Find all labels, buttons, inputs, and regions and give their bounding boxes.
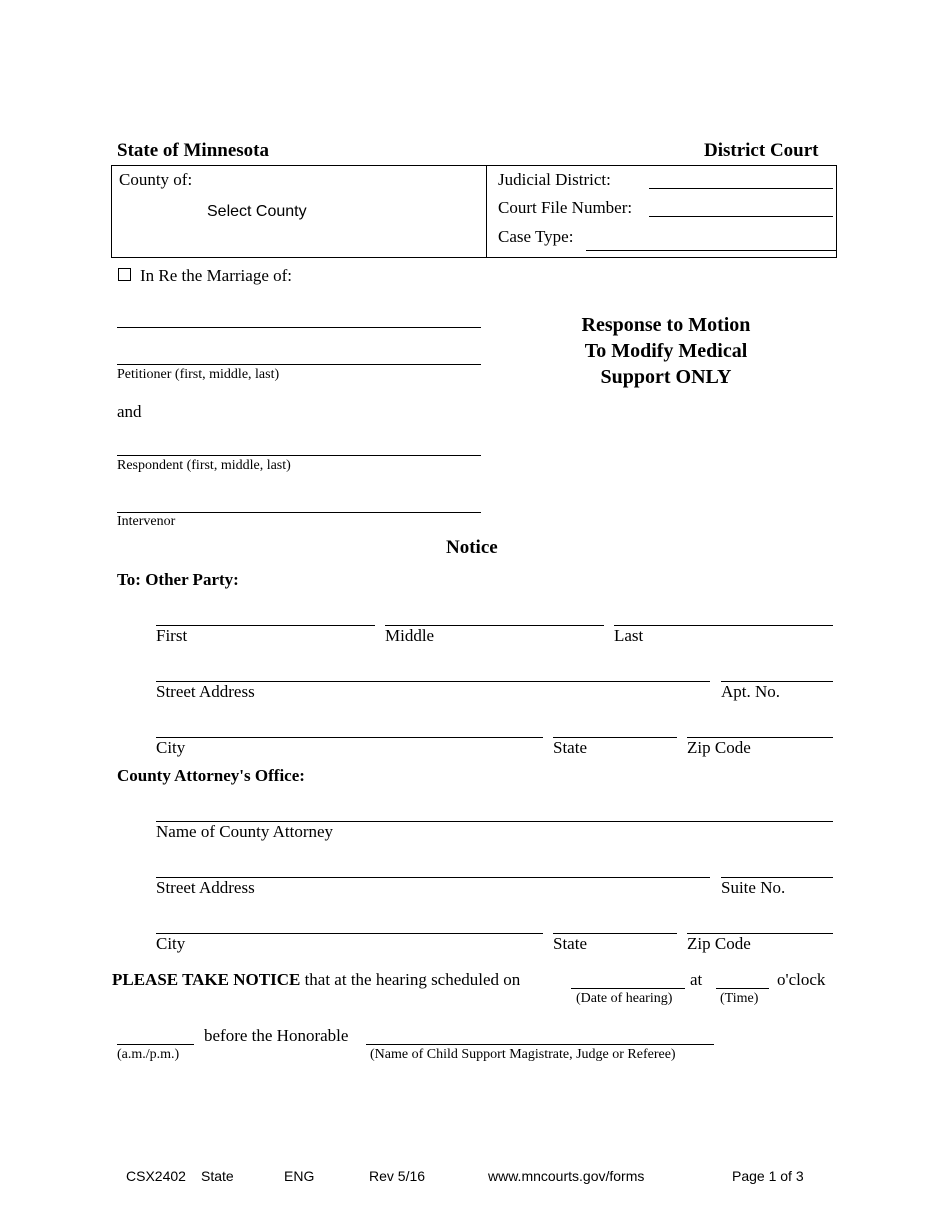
footer-page-number: Page 1 of 3 [732, 1168, 804, 1184]
at-text: at [690, 970, 703, 989]
other-party-city-label: City [156, 738, 186, 757]
court-file-number-label: Court File Number: [498, 198, 633, 217]
and-text: and [117, 402, 142, 421]
county-attorney-city-field[interactable] [156, 933, 543, 934]
other-party-state-label: State [553, 738, 587, 757]
county-attorney-street-label: Street Address [156, 878, 255, 897]
footer-language: ENG [284, 1168, 315, 1184]
case-type-field[interactable] [586, 250, 836, 251]
caption-divider [486, 165, 487, 258]
magistrate-label: (Name of Child Support Magistrate, Judge or Referee) [370, 1047, 676, 1062]
footer-revision: Rev 5/16 [369, 1168, 426, 1184]
last-name-field[interactable] [614, 625, 833, 626]
county-attorney-zip-label: Zip Code [687, 934, 751, 953]
court-file-number-field[interactable] [649, 216, 833, 217]
petitioner-label: Petitioner (first, middle, last) [117, 367, 280, 382]
document-title-line-1: Response to Motion [581, 314, 751, 336]
intervenor-line[interactable] [117, 512, 481, 513]
hearing-date-label: (Date of hearing) [576, 991, 673, 1006]
first-label: First [156, 626, 188, 645]
ampm-field[interactable] [117, 1044, 194, 1045]
judicial-district-field[interactable] [649, 188, 833, 189]
other-party-street-label: Street Address [156, 682, 255, 701]
footer-website[interactable]: www.mncourts.gov/forms [488, 1168, 645, 1184]
take-notice-rest: that at the hearing scheduled on [300, 970, 521, 989]
state-heading: State of Minnesota [117, 140, 269, 161]
last-label: Last [614, 626, 644, 645]
take-notice-bold: PLEASE TAKE NOTICE [112, 970, 301, 989]
county-attorney-name-label: Name of County Attorney [156, 822, 334, 841]
county-label: County of: [119, 170, 193, 189]
hearing-date-field[interactable] [571, 988, 685, 989]
other-party-zip-label: Zip Code [687, 738, 751, 757]
respondent-line[interactable] [117, 455, 481, 456]
intervenor-label: Intervenor [117, 514, 176, 529]
court-heading: District Court [704, 140, 819, 161]
case-type-label: Case Type: [498, 227, 574, 246]
county-attorney-state-label: State [553, 934, 587, 953]
petitioner-line-1[interactable] [117, 327, 481, 328]
hearing-time-field[interactable] [716, 988, 769, 989]
other-party-apt-label: Apt. No. [721, 682, 781, 701]
middle-label: Middle [385, 626, 435, 645]
footer-jurisdiction: State [201, 1168, 234, 1184]
marriage-checkbox[interactable] [118, 268, 131, 281]
notice-heading: Notice [446, 537, 498, 558]
first-name-field[interactable] [156, 625, 375, 626]
petitioner-line-2[interactable] [117, 364, 481, 365]
county-attorney-suite-label: Suite No. [721, 878, 786, 897]
county-attorney-heading: County Attorney's Office: [117, 766, 305, 785]
oclock-text: o'clock [777, 970, 826, 989]
county-attorney-city-label: City [156, 934, 186, 953]
footer-form-id: CSX2402 [126, 1168, 186, 1184]
respondent-label: Respondent (first, middle, last) [117, 458, 291, 473]
before-honorable-text: before the Honorable [204, 1026, 349, 1045]
hearing-time-label: (Time) [720, 991, 759, 1006]
magistrate-field[interactable] [366, 1044, 714, 1045]
take-notice-sentence [112, 970, 520, 990]
judicial-district-label: Judicial District: [498, 170, 611, 189]
document-title-line-2: To Modify Medical [584, 340, 748, 362]
document-title-line-3: Support ONLY [600, 366, 732, 388]
document-title [540, 312, 792, 390]
ampm-label: (a.m./p.m.) [117, 1047, 180, 1062]
other-party-heading: To: Other Party: [117, 570, 239, 589]
county-select[interactable]: Select County [207, 203, 307, 220]
other-party-city-field[interactable] [156, 737, 543, 738]
marriage-label: In Re the Marriage of: [140, 266, 292, 285]
